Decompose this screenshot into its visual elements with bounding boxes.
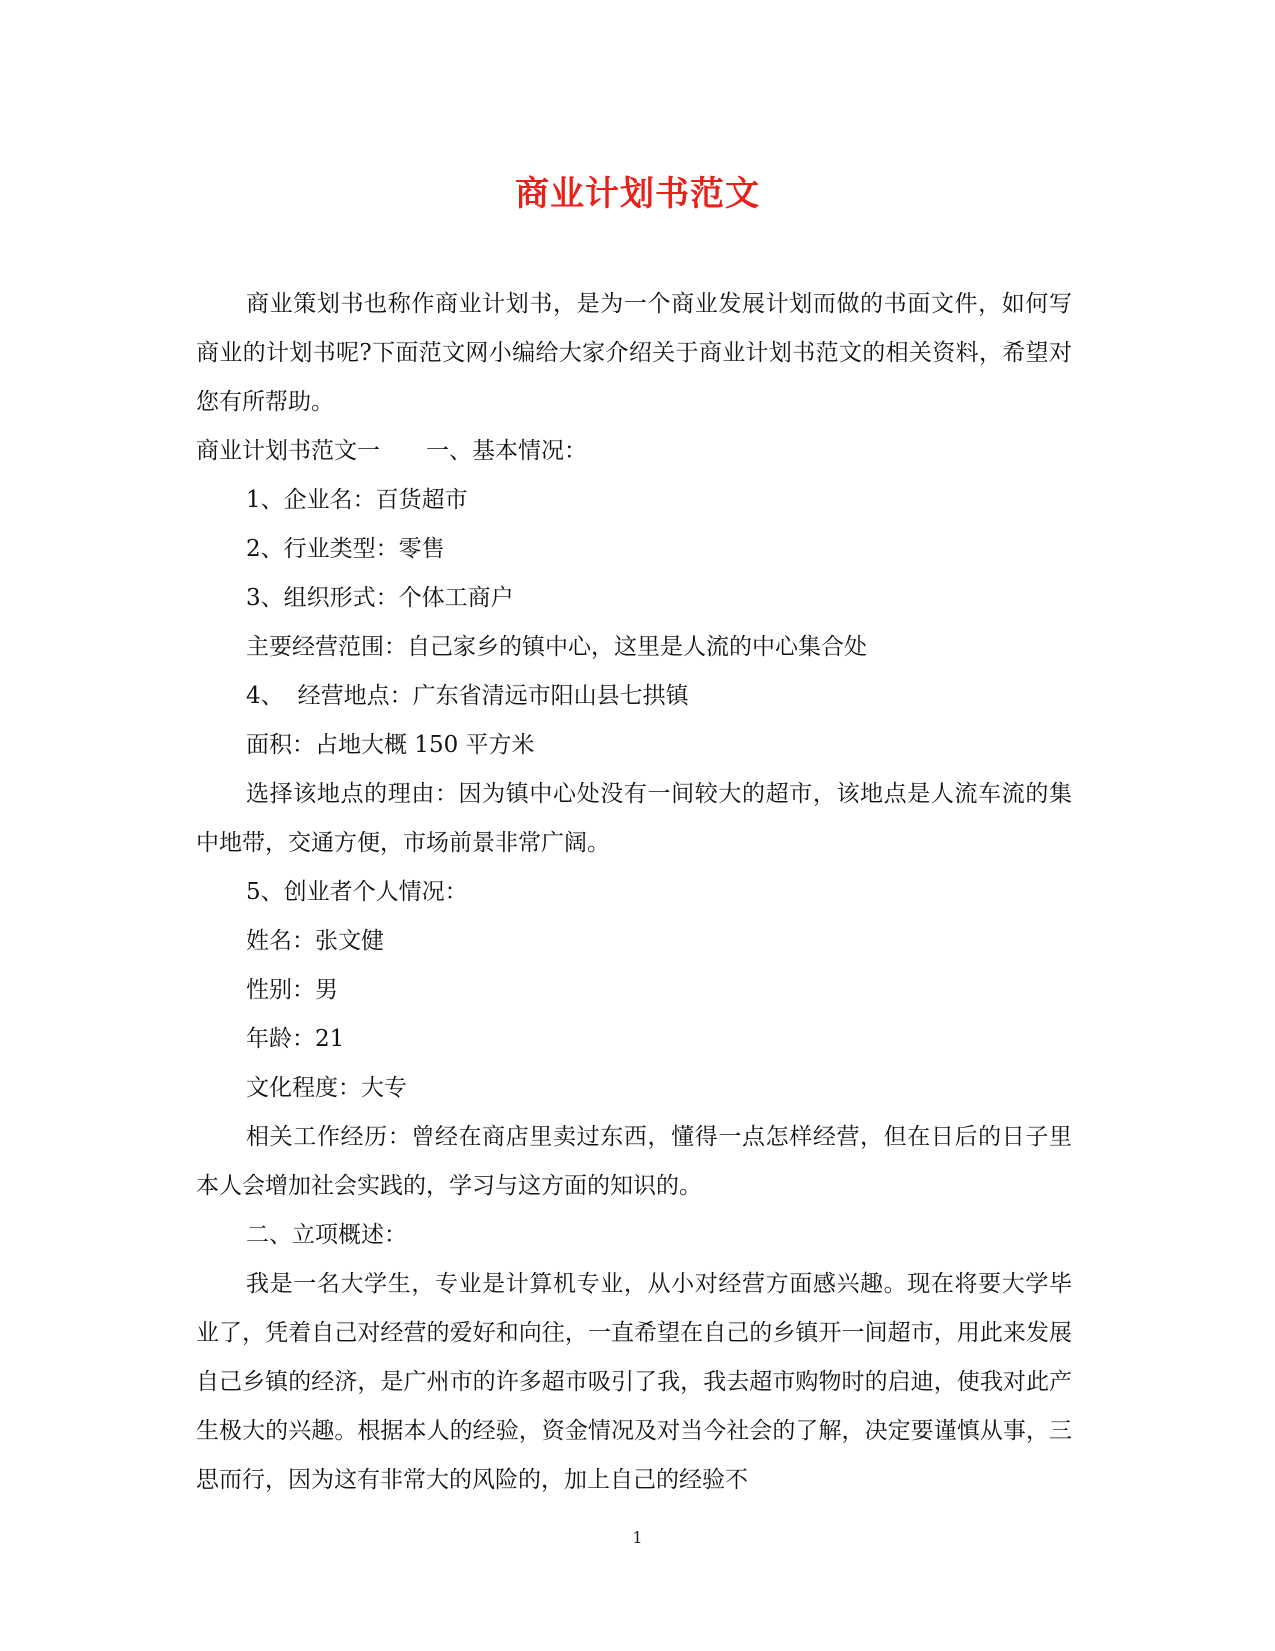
founder-age: 年龄：21 [246, 1026, 345, 1052]
area-line: 面积：占地大概 150 平方米 [246, 732, 535, 758]
item-company-name: 1、企业名：百货超市 [246, 487, 468, 513]
item-industry-type: 2、行业类型：零售 [246, 536, 445, 562]
page-number: 1 [632, 1528, 643, 1547]
intro-paragraph: 商业策划书也称作商业计划书，是为一个商业发展计划而做的书面文件，如何写商业的计划书呢?下面范文网小编给大家介绍关于商业计划书范文的相关资料，希望对您有所帮助。 [196, 291, 1072, 415]
founder-name: 姓名：张文健 [246, 928, 384, 954]
overview-paragraph: 我是一名大学生，专业是计算机专业，从小对经营方面感兴趣。现在将要大学毕业了，凭着自己对经营的爱好和向往，一直希望在自己的乡镇开一间超市，用此来发展自己乡镇的经济，是广州市的许多超市吸引了我，我去超市购物时的启迪，使我对此产生极大的兴趣。根据本人的经验，资金情况及对当今社会的了解，决定要谨慎从事，三思而行，因为这有非常大的风险的，加上自己的经验不 [196, 1271, 1072, 1493]
section-two-heading: 二、立项概述： [246, 1222, 407, 1248]
item-founder-info: 5、创业者个人情况： [246, 879, 468, 905]
section-heading-line [196, 427, 1072, 476]
founder-education: 文化程度：大专 [246, 1075, 407, 1101]
item-location-text: 经营地点：广东省清远市阳山县七拱镇 [297, 683, 689, 709]
founder-experience: 相关工作经历：曾经在商店里卖过东西，懂得一点怎样经营，但在日后的日子里本人会增加社会实践的，学习与这方面的知识的。 [196, 1124, 1072, 1199]
item-location-line [196, 672, 1072, 721]
item-organization-form: 3、组织形式：个体工商户 [246, 585, 514, 611]
document-title: 商业计划书范文 [515, 174, 760, 214]
business-scope: 主要经营范围：自己家乡的镇中心，这里是人流的中心集合处 [246, 634, 867, 660]
item-location-number: 4、 [246, 683, 284, 709]
founder-gender: 性别：男 [246, 977, 338, 1003]
document-body [196, 280, 1072, 1505]
section-heading-right: 一、基本情况： [426, 438, 587, 464]
section-heading-left: 商业计划书范文一 [196, 438, 380, 464]
location-reason: 选择该地点的理由：因为镇中心处没有一间较大的超市，该地点是人流车流的集中地带，交通方便，市场前景非常广阔。 [196, 781, 1072, 856]
